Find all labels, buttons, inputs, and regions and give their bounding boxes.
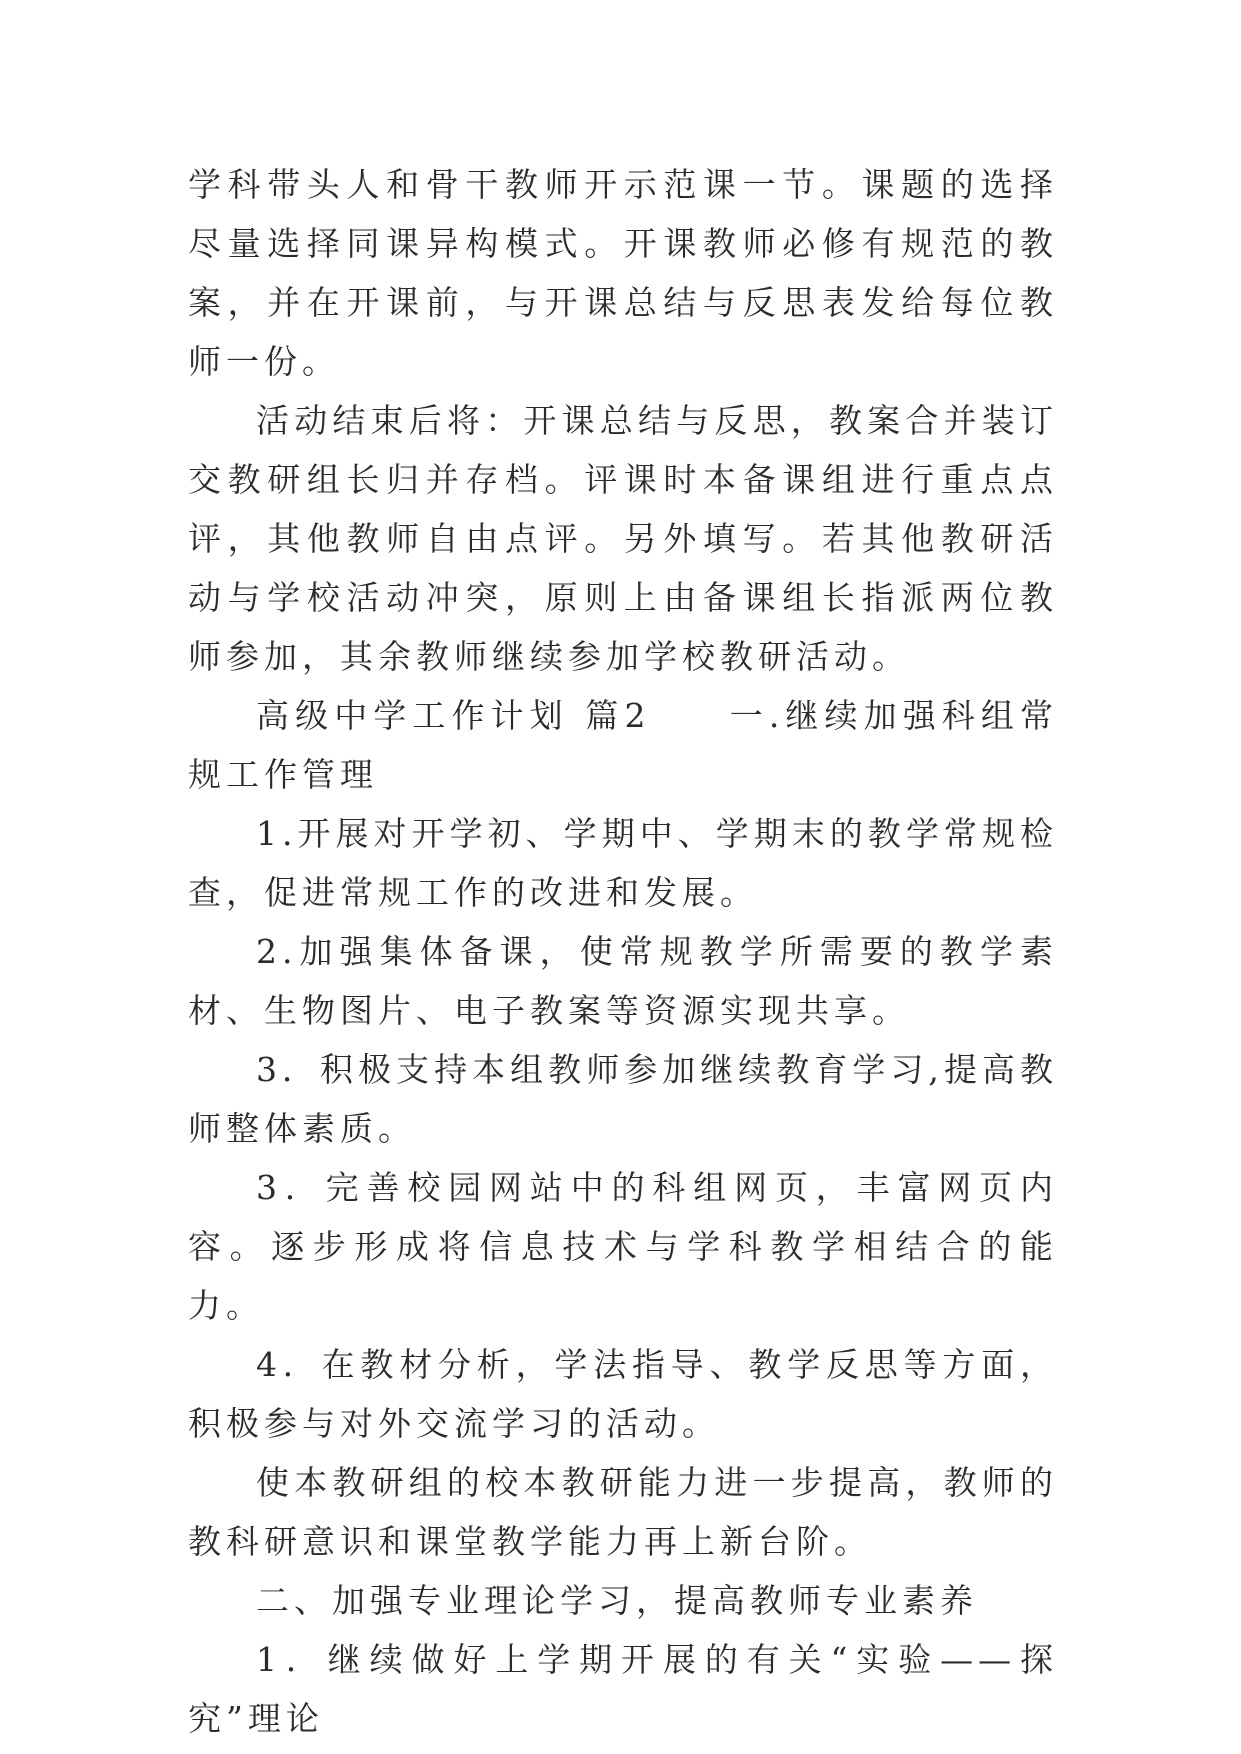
list-item-2: 2.加强集体备课，使常规教学所需要的教学素材、生物图片、电子教案等资源实现共享。 — [188, 932, 1058, 1030]
document-body — [188, 155, 1058, 1748]
list-item-3a: 3．积极支持本组教师参加继续教育学习,提高教师整体素质。 — [188, 1050, 1058, 1148]
paragraph-1: 学科带头人和骨干教师开示范课一节。课题的选择尽量选择同课异构模式。开课教师必修有规范的教案，并在开课前，与开课总结与反思表发给每位教师一份。 — [188, 165, 1058, 381]
summary-paragraph: 使本教研组的校本教研能力进一步提高，教师的教科研意识和课堂教学能力再上新台阶。 — [188, 1463, 1058, 1561]
list-item-section2-1: 1．继续做好上学期开展的有关“实验——探究”理论 — [188, 1640, 1058, 1738]
list-item-3b: 3．完善校园网站中的科组网页，丰富网页内容。逐步形成将信息技术与学科教学相结合的能力。 — [188, 1168, 1058, 1325]
paragraph-2: 活动结束后将：开课总结与反思，教案合并装订交教研组长归并存档。评课时本备课组进行重点点评，其他教师自由点评。另外填写。若其他教研活动与学校活动冲突，原则上由备课组长指派两位教师参加，其余教师继续参加学校教研活动。 — [188, 401, 1058, 676]
section-heading-2: 二、加强专业理论学习，提高教师专业素养 — [256, 1581, 978, 1620]
list-item-4: 4．在教材分析，学法指导、教学反思等方面，积极参与对外交流学习的活动。 — [188, 1345, 1058, 1443]
section-title-paragraph: 高级中学工作计划 篇2 一.继续加强科组常规工作管理 — [188, 696, 1058, 794]
list-item-1: 1.开展对开学初、学期中、学期末的教学常规检查，促进常规工作的改进和发展。 — [188, 814, 1058, 912]
